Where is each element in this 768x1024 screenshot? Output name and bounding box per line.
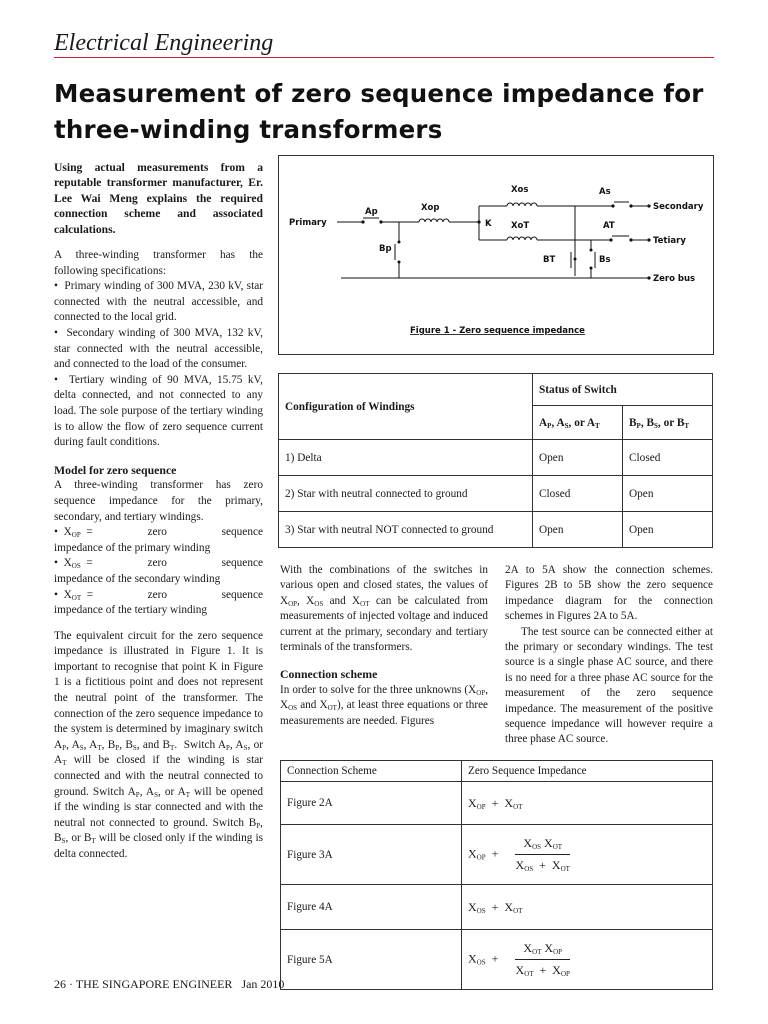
spec-item: • Tertiary winding of 90 MVA, 15.75 kV, delta connected, and not connected to any load. The sole purpose of the tertiary winding is to allow the flow of zero sequence current during fault conditions. <box>54 373 264 449</box>
connection-scheme-paragraph: In order to solve for the three unknowns ($X_{OP}$, $X_{OS}$ and $X_{OT}$), at least three equations or three measurements are needed. Figures <box>280 683 488 727</box>
table-row: Figure 2A $X_{OP} + X_{OT}$ <box>281 782 713 825</box>
switch-status-table <box>278 373 713 548</box>
model-bullet: • $X_{OT}$ = zero sequence impedance of the tertiary winding <box>54 588 263 617</box>
table-row: Figure 5A $X_{OS}$ + $\frac{X_{OT} X_{OP}}{X_{OT} + X_{OP}}$ <box>281 930 713 990</box>
zero-sequence-circuit-diagram <box>279 156 713 354</box>
footer-date: Jan 2010 <box>241 977 285 991</box>
figure-1 <box>278 155 714 355</box>
left-column <box>54 160 263 863</box>
footer-page: 26 · THE SINGAPORE ENGINEER <box>54 977 233 991</box>
equivalent-circuit-paragraph: The equivalent circuit for the zero sequence impedance is illustrated in Figure 1. It is important to recognise that point K in Figure 1 is a fictitious point and does not represent the neutral point of the transformer. The connection of the zero sequence impedance to the system is determined by imaginary switch $A_P$, $A_S$, $A_T$, $B_P$, $B_S$, and $B_T$. Switch $A_P$, $A_S$, or $A_T$ will be closed if the winding is star connected and with the neutral connected to ground. Switch $A_P$, $A_S$, or $A_T$ will be opened if the winding is star connected and with the neutral not connected to ground. Switch $B_P$, $B_S$, or $B_T$ will be closed only if the winding is delta connected. <box>54 629 264 860</box>
table1-header-config: Configuration of Windings <box>279 374 533 440</box>
table2-header-impedance: Zero Sequence Impedance <box>462 761 713 782</box>
specs-lead: A three-winding transformer has the following specifications: <box>54 249 263 277</box>
schemes-paragraph: 2A to 5A show the connection schemes. Figures 2B to 5B show the zero sequence impedance diagram for the connection schemes in Figures 2A to 5A. <box>505 564 713 623</box>
label-at: AT <box>603 221 615 231</box>
label-xop: Xop <box>421 203 440 213</box>
label-bp: Bp <box>379 244 392 254</box>
table-row: Figure 4A $X_{OS} + X_{OT}$ <box>281 885 713 930</box>
label-xot: XoT <box>511 221 530 231</box>
label-bt: BT <box>543 255 556 265</box>
label-primary: Primary <box>289 218 327 228</box>
spec-item: • Primary winding of 300 MVA, 230 kV, star connected with the neutral accessible, and connected to the local grid. <box>54 280 263 324</box>
article-intro: Using actual measurements from a reputable transformer manufacturer, Er. Lee Wai Meng explains the required connection scheme and associated calculations. <box>54 161 263 236</box>
label-zero-bus: Zero bus <box>653 274 696 284</box>
middle-column <box>280 563 488 729</box>
table1-header-status: Status of Switch <box>533 374 713 406</box>
label-k: K <box>485 219 492 229</box>
right-column <box>505 563 713 748</box>
model-heading: Model for zero sequence <box>54 462 177 477</box>
table-row: 3) Star with neutral NOT connected to ground Open Open <box>279 512 713 548</box>
table-row: 1) Delta Open Closed <box>279 440 713 476</box>
table2-header-scheme: Connection Scheme <box>281 761 462 782</box>
label-secondary: Secondary <box>653 202 704 212</box>
model-bullet: • $X_{OP}$ = zero sequence impedance of the primary winding <box>54 526 263 554</box>
label-xos: Xos <box>511 185 529 195</box>
section-title: Electrical Engineering <box>54 30 274 56</box>
page-footer <box>54 977 284 992</box>
model-bullet: • $X_{OS}$ = zero sequence impedance of the secondary winding <box>54 557 263 585</box>
label-tetiary: Tetiary <box>653 236 686 246</box>
table1-header-b: $B_P$, $B_S$, or $B_T$ <box>623 406 713 440</box>
model-lead: A three-winding transformer has zero sequence impedance for the primary, secondary, and tertiary windings. <box>54 479 263 523</box>
label-bs: Bs <box>599 255 611 265</box>
connection-scheme-heading: Connection scheme <box>280 667 378 682</box>
figure-caption: Figure 1 - Zero sequence impedance <box>410 326 585 336</box>
header-rule <box>54 57 714 58</box>
switch-combinations-paragraph: With the combinations of the switches in various open and closed states, the values of $X_{OP}$, $X_{OS}$ and $X_{OT}$ can be calculated from measurements of injected voltage and induced current at the primary, secondary and tertiary terminals of the transformers. <box>280 564 489 654</box>
table1-header-a: $A_P$, $A_S$, or $A_T$ <box>533 406 623 440</box>
zero-sequence-impedance-table <box>280 760 713 990</box>
test-source-paragraph: The test source can be connected either at the primary or secondary windings. The test source is a single phase AC source, and there is no need for a three phase AC source for the measurement of the zero sequence impedance. The measurement of the positive sequence impedance will however require a three phase AC source. <box>505 625 713 746</box>
article-title: Measurement of zero sequence impedance for three-winding transformers <box>54 79 704 144</box>
label-ap: Ap <box>365 207 378 217</box>
label-as: As <box>599 187 611 197</box>
table-row: Figure 3A $X_{OP}$ + $\frac{X_{OS} X_{OT}}{X_{OS} + X_{OT}}$ <box>281 825 713 885</box>
spec-item: • Secondary winding of 300 MVA, 132 kV, star connected with the neutral accessible, and connected to the load of the consumer. <box>54 327 263 371</box>
table-row: 2) Star with neutral connected to ground Closed Open <box>279 476 713 512</box>
